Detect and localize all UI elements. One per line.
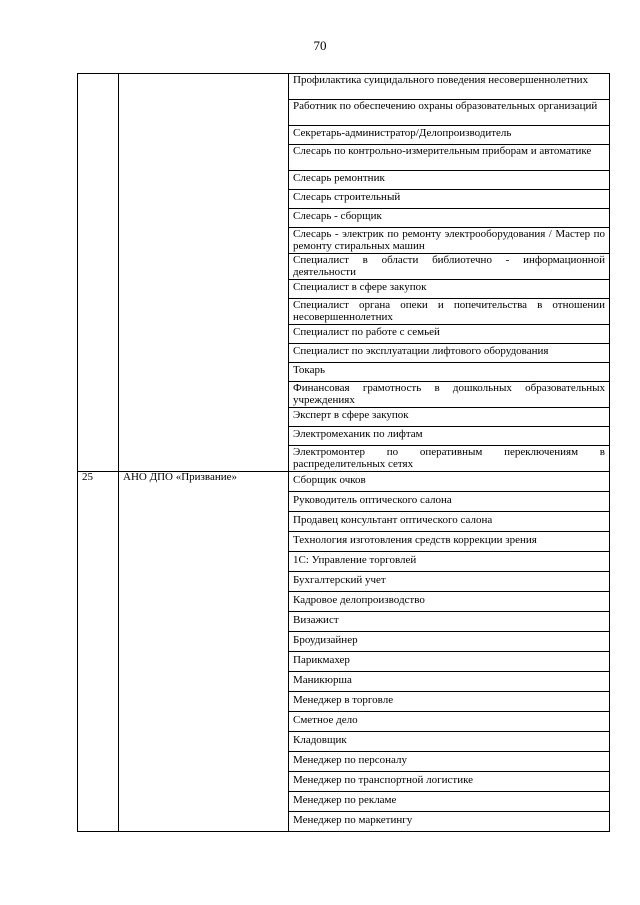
program-cell: Менеджер по транспортной логистике xyxy=(289,772,610,792)
program-cell: Менеджер по персоналу xyxy=(289,752,610,772)
program-cell: Эксперт в сфере закупок xyxy=(289,408,610,427)
organization-cell-empty xyxy=(119,74,289,472)
program-cell: Токарь xyxy=(289,363,610,382)
program-cell: Руководитель оптического салона xyxy=(289,492,610,512)
program-cell: Слесарь по контрольно-измерительным приборам и автоматике xyxy=(289,145,610,171)
program-cell: Менеджер по маркетингу xyxy=(289,812,610,832)
program-cell: Финансовая грамотность в дошкольных образовательных учреждениях xyxy=(289,382,610,408)
programs-table xyxy=(77,73,610,832)
program-cell: Профилактика суицидального поведения несовершеннолетних xyxy=(289,74,610,100)
number-cell-empty xyxy=(78,74,119,472)
row-number: 25 xyxy=(78,472,119,832)
program-cell: Сборщик очков xyxy=(289,472,610,492)
table-row xyxy=(78,74,610,100)
program-cell: Бухгалтерский учет xyxy=(289,572,610,592)
program-cell: Броудизайнер xyxy=(289,632,610,652)
program-cell: Электромонтер по оперативным переключениям в распределительных сетях xyxy=(289,446,610,472)
program-cell: Слесарь ремонтник xyxy=(289,171,610,190)
program-cell: Специалист в области библиотечно - информационной деятельности xyxy=(289,254,610,280)
program-cell: Менеджер по рекламе xyxy=(289,792,610,812)
program-cell: Продавец консультант оптического салона xyxy=(289,512,610,532)
program-cell: Визажист xyxy=(289,612,610,632)
program-cell: Специалист органа опеки и попечительства в отношении несовершеннолетних xyxy=(289,299,610,325)
program-cell: Специалист по работе с семьей xyxy=(289,325,610,344)
program-cell: Кадровое делопроизводство xyxy=(289,592,610,612)
program-cell: Маникюрша xyxy=(289,672,610,692)
program-cell: Специалист в сфере закупок xyxy=(289,280,610,299)
program-cell: Менеджер в торговле xyxy=(289,692,610,712)
organization-name: АНО ДПО «Призвание» xyxy=(119,472,289,832)
program-cell: Слесарь - сборщик xyxy=(289,209,610,228)
program-cell: Специалист по эксплуатации лифтового оборудования xyxy=(289,344,610,363)
program-cell: Кладовщик xyxy=(289,732,610,752)
program-cell: Работник по обеспечению охраны образовательных организаций xyxy=(289,100,610,126)
table-row xyxy=(78,472,610,492)
program-cell: Электромеханик по лифтам xyxy=(289,427,610,446)
program-cell: Слесарь строительный xyxy=(289,190,610,209)
page-number: 70 xyxy=(313,38,327,53)
program-cell: Секретарь-администратор/Делопроизводитель xyxy=(289,126,610,145)
program-cell: Парикмахер xyxy=(289,652,610,672)
program-cell: 1С: Управление торговлей xyxy=(289,552,610,572)
program-cell: Слесарь - электрик по ремонту электрооборудования / Мастер по ремонту стиральных машин xyxy=(289,228,610,254)
program-cell: Сметное дело xyxy=(289,712,610,732)
program-cell: Технология изготовления средств коррекции зрения xyxy=(289,532,610,552)
